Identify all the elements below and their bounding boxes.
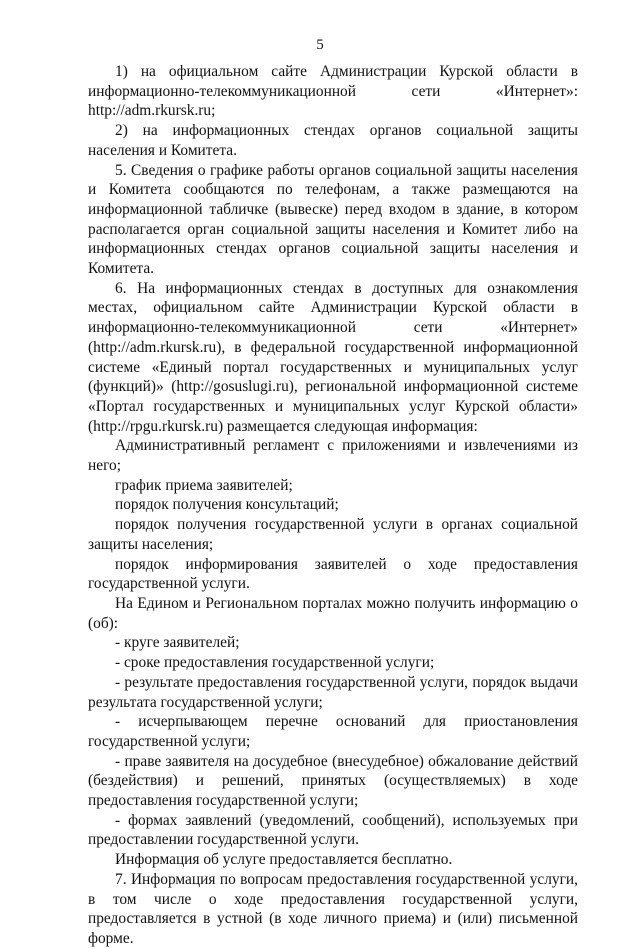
list-item-forms: - формах заявлений (уведомлений, сообщений), используемых при предоставлении государственной услуги. (88, 811, 578, 849)
list-item-result: - результате предоставления государственной услуги, порядок выдачи результата государственной услуги; (88, 673, 578, 711)
list-item-regulation: Административный регламент с приложениями и извлечениями из него; (88, 437, 578, 475)
list-item-suspension-grounds: - исчерпывающем перечне оснований для приостановления государственной услуги; (88, 713, 578, 750)
paragraph-portals-info: На Едином и Региональном порталах можно получить информацию о (об): (88, 594, 578, 632)
list-item-appeal-right: - праве заявителя на досудебное (внесудебное) обжалование действий (бездействия) и решений, принятых (осуществляемых) в ходе предоставления государственной услуги; (88, 752, 578, 810)
list-item-service-procedure: порядок получения государственной услуги в органах социальной защиты населения; (88, 516, 578, 553)
list-item-reception-schedule: график приема заявителей; (115, 476, 293, 494)
paragraph-item-2-info-stands: 2) на информационных стендах органов социальной защиты населения и Комитета. (88, 122, 578, 159)
list-item-term: - сроке предоставления государственной услуги; (115, 654, 435, 672)
list-item-informing-procedure: порядок информирования заявителей о ходе предоставления государственной услуги. (88, 555, 578, 593)
document-body (88, 62, 578, 949)
list-item-consultations: порядок получения консультаций; (115, 496, 339, 514)
paragraph-item-1-official-site: 1) на официальном сайте Администрации Курской области в информационно-телекоммуникационной сети «Интернет»: http://adm.rkursk.ru; (88, 63, 578, 120)
list-item-applicants: - круге заявителей; (115, 634, 240, 652)
paragraph-7-info-form: 7. Информация по вопросам предоставления государственной услуги, в том числе о ходе предоставления государственной услуги, предоставляется в устной (в ходе личного приема) и (или) письменной форме. (88, 870, 578, 947)
paragraph-5-schedule-info: 5. Сведения о графике работы органов социальной защиты населения и Комитета сообщаются по телефонам, а также размещаются на информационной табличке (вывеске) перед входом в здание, в котором располагается орган социальной защиты населения и Комитет либо на информационных стендах органов социальной защиты населения и Комитета. (88, 161, 578, 278)
paragraph-free-of-charge: Информация об услуге предоставляется бесплатно. (115, 851, 453, 869)
paragraph-6-info-placement: 6. На информационных стендах в доступных для ознакомления местах, официальном сайте Администрации Курской области в информационно-телекоммуникационной сети «Интернет» (http://adm.rkursk.ru), в федеральной государственной информационной системе «Единый портал государственных и муниципальных услуг (функций)» (http://gosuslugi.ru), региональной информационной системе «Портал государственных и муниципальных услуг Курской области» (http://rpgu.rkursk.ru) размещается следующая информация: (88, 279, 578, 435)
page-number: 5 (316, 37, 324, 53)
